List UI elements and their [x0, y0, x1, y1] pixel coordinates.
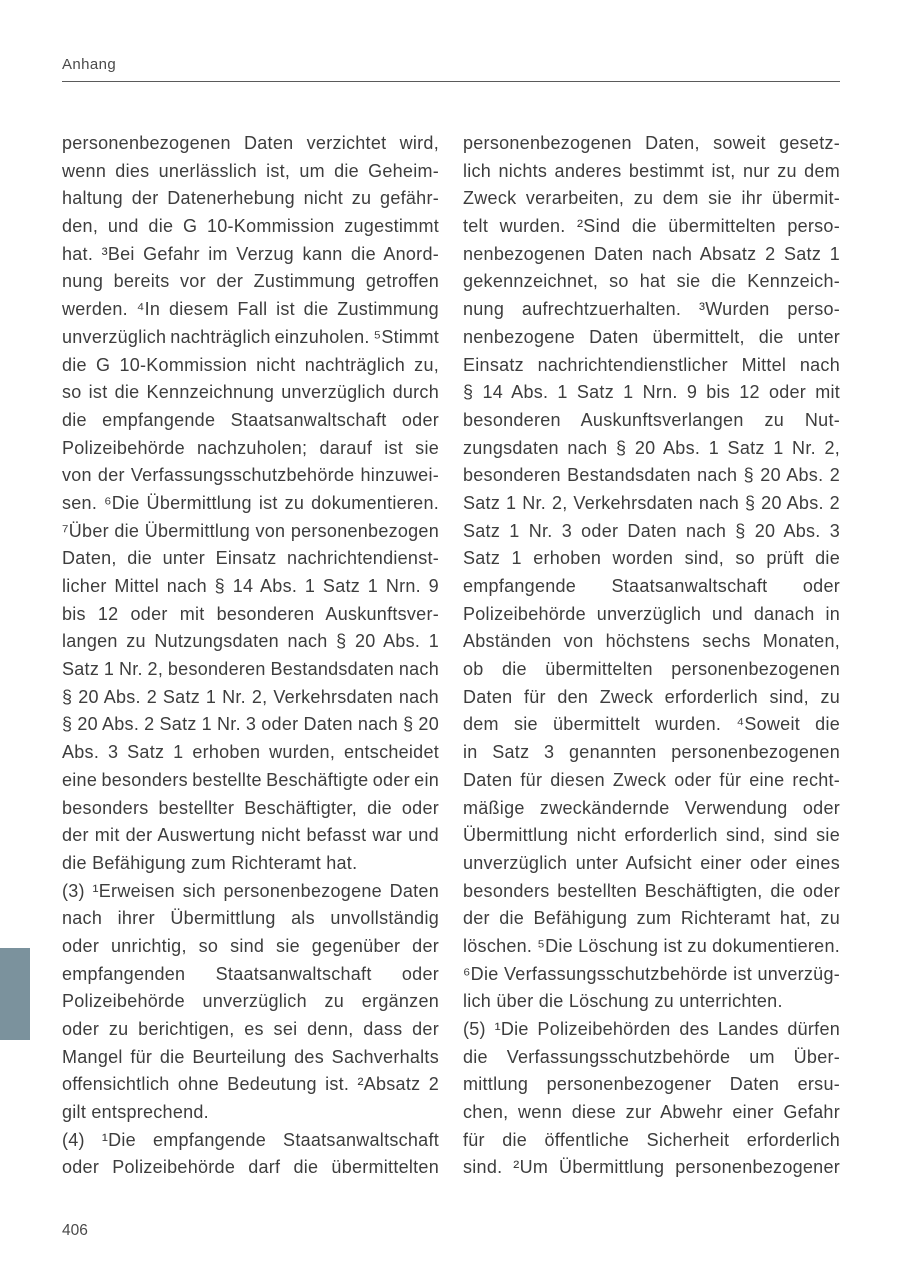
text-line: hat. ³Bei Gefahr im Verzug kann die Anord-: [62, 243, 439, 264]
text-line: bis 12 oder mit besonderen Auskunftsver-: [62, 603, 439, 624]
text-line: empfangende Staatsanwaltschaft oder: [463, 576, 840, 596]
text-line: ⁷Über die Übermittlung von personenbezogen: [62, 520, 439, 541]
text-line: besonderen Bestandsdaten nach § 20 Abs. 2: [463, 465, 841, 486]
text-line: besonders bestellter Beschäftigter, die oder: [62, 797, 440, 818]
text-line: langen zu Nutzungsdaten nach § 20 Abs. 1: [62, 631, 440, 652]
text-line: nenbezogene Daten übermittelt, die unter: [463, 326, 840, 347]
text-line: gilt entsprechend.: [62, 1102, 209, 1123]
text-line: Daten, die unter Einsatz nachrichtendienst-: [62, 548, 440, 569]
text-line: (3) ¹Erweisen sich personenbezogene Daten: [62, 880, 439, 901]
text-line: nung aufrechtzuerhalten. ³Wurden perso-: [463, 299, 841, 320]
text-line: Abs. 3 Satz 1 erhoben wurden, entscheidet: [62, 742, 440, 763]
running-header: Anhang: [62, 56, 117, 73]
text-line: Polizeibehörde nachzuholen; darauf ist sie: [62, 437, 440, 458]
text-line: licher Mittel nach § 14 Abs. 1 Satz 1 Nrn. 9: [62, 576, 439, 596]
text-line: Mangel für die Beurteilung des Sachverhalts: [62, 1046, 439, 1067]
text-line: in Satz 3 genannten personenbezogenen: [463, 742, 840, 763]
text-line: Abständen von höchstens sechs Monaten,: [463, 631, 841, 652]
right-text-column: [463, 130, 840, 1182]
text-line: die Verfassungsschutzbehörde um Über-: [463, 1046, 840, 1067]
text-line: personenbezogenen Daten, soweit gesetz-: [463, 133, 840, 153]
text-line: Satz 1 Nr. 3 oder Daten nach § 20 Abs. 3: [463, 520, 841, 541]
text-line: der mit der Auswertung nicht befasst war und: [62, 825, 439, 846]
text-line: (4) ¹Die empfangende Staatsanwaltschaft: [62, 1129, 439, 1150]
text-line: die G 10-Kommission nicht nachträglich zu,: [62, 354, 439, 375]
text-line: besonders bestellten Beschäftigten, die oder: [463, 880, 840, 901]
text-line: Übermittlung nicht erforderlich sind, sind sie: [463, 825, 840, 846]
text-line: offensichtlich ohne Bedeutung ist. ²Absatz 2: [62, 1074, 439, 1095]
text-line: Satz 1 Nr. 2, Verkehrsdaten nach § 20 Abs. 2: [463, 492, 840, 513]
page-edge-marker: [0, 948, 30, 1040]
text-line: Daten für diesen Zweck oder für eine recht-: [463, 769, 841, 790]
text-line: die empfangende Staatsanwaltschaft oder: [62, 409, 439, 430]
text-line: § 14 Abs. 1 Satz 1 Nrn. 9 bis 12 oder mit: [463, 382, 841, 403]
text-line: Polizeibehörde unverzüglich und danach in: [463, 603, 840, 624]
page-number: 406: [62, 1222, 88, 1239]
text-line: für die öffentliche Sicherheit erforderlich: [463, 1129, 841, 1150]
text-line: Satz 1 erhoben worden sind, so prüft die: [463, 548, 840, 569]
text-line: wenn dies unerlässlich ist, um die Geheim-: [62, 160, 440, 181]
text-line: sen. ⁶Die Übermittlung ist zu dokumentieren.: [62, 492, 440, 513]
text-line: nenbezogenen Daten nach Absatz 2 Satz 1: [463, 243, 841, 264]
text-line: der die Befähigung zum Richteramt hat, zu: [463, 908, 840, 929]
text-line: werden. ⁴In diesem Fall ist die Zustimmung: [62, 299, 439, 320]
text-line: Daten für den Zweck erforderlich sind, zu: [463, 686, 841, 707]
text-line: unverzüglich unter Aufsicht einer oder eines: [463, 852, 840, 873]
text-line: oder zu berichtigen, es sei denn, dass der: [62, 1019, 439, 1039]
text-line: den, und die G 10-Kommission zugestimmt: [62, 216, 439, 237]
text-line: § 20 Abs. 2 Satz 1 Nr. 2, Verkehrsdaten nach: [62, 686, 439, 707]
text-line: empfangenden Staatsanwaltschaft oder: [62, 963, 439, 984]
text-line: personenbezogenen Daten verzichtet wird,: [62, 133, 439, 153]
text-line: so ist die Kennzeichnung unverzüglich durch: [62, 382, 439, 403]
text-line: Polizeibehörde unverzüglich zu ergänzen: [62, 991, 440, 1012]
text-line: Einsatz nachrichtendienstlicher Mittel nach: [463, 354, 840, 375]
text-line: mäßige zweckändernde Verwendung oder: [463, 797, 840, 818]
text-line: gekennzeichnet, so hat sie die Kennzeich-: [463, 271, 840, 292]
text-line: lich nichts anderes bestimmt ist, nur zu dem: [463, 160, 840, 181]
text-line: die Befähigung zum Richteramt hat.: [62, 852, 358, 873]
text-line: nach ihrer Übermittlung als unvollständig: [62, 908, 439, 929]
text-line: chen, wenn diese zur Abwehr einer Gefahr: [463, 1102, 840, 1123]
text-line: besonderen Auskunftsverlangen zu Nut-: [463, 409, 840, 430]
text-line: oder Polizeibehörde darf die übermittelten: [62, 1157, 439, 1178]
text-line: Satz 1 Nr. 2, besonderen Bestandsdaten nach: [62, 659, 439, 680]
text-line: haltung der Datenerhebung nicht zu gefähr-: [62, 188, 439, 209]
text-line: telt wurden. ²Sind die übermittelten perso-: [463, 216, 840, 237]
text-line: lich über die Löschung zu unterrichten.: [463, 991, 783, 1012]
text-line: von der Verfassungsschutzbehörde hinzuwei-: [62, 465, 439, 486]
text-line: ⁶Die Verfassungsschutzbehörde ist unverzüg-: [463, 963, 840, 984]
text-line: dem sie übermittelt wurden. ⁴Soweit die: [463, 714, 841, 735]
text-line: oder unrichtig, so sind sie gegenüber der: [62, 935, 439, 956]
text-line: mittlung personenbezogener Daten ersu-: [463, 1074, 840, 1095]
text-line: ob die übermittelten personenbezogenen: [463, 659, 840, 680]
text-line: nung bereits vor der Zustimmung getroffen: [62, 271, 440, 292]
text-line: (5) ¹Die Polizeibehörden des Landes dürfen: [463, 1019, 841, 1039]
text-line: Zweck verarbeiten, zu dem sie ihr übermit-: [463, 188, 841, 209]
text-line: sind. ²Um Übermittlung personenbezogener: [463, 1157, 840, 1178]
text-line: löschen. ⁵Die Löschung ist zu dokumentieren.: [463, 935, 840, 956]
text-line: unverzüglich nachträglich einzuholen. ⁵Stimmt: [62, 326, 439, 347]
header-rule: [62, 81, 840, 82]
left-text-column: [62, 130, 439, 1182]
text-line: § 20 Abs. 2 Satz 1 Nr. 3 oder Daten nach § 20: [62, 714, 439, 735]
text-line: zungsdaten nach § 20 Abs. 1 Satz 1 Nr. 2,: [463, 437, 840, 458]
text-line: eine besonders bestellte Beschäftigte oder ein: [62, 769, 440, 790]
